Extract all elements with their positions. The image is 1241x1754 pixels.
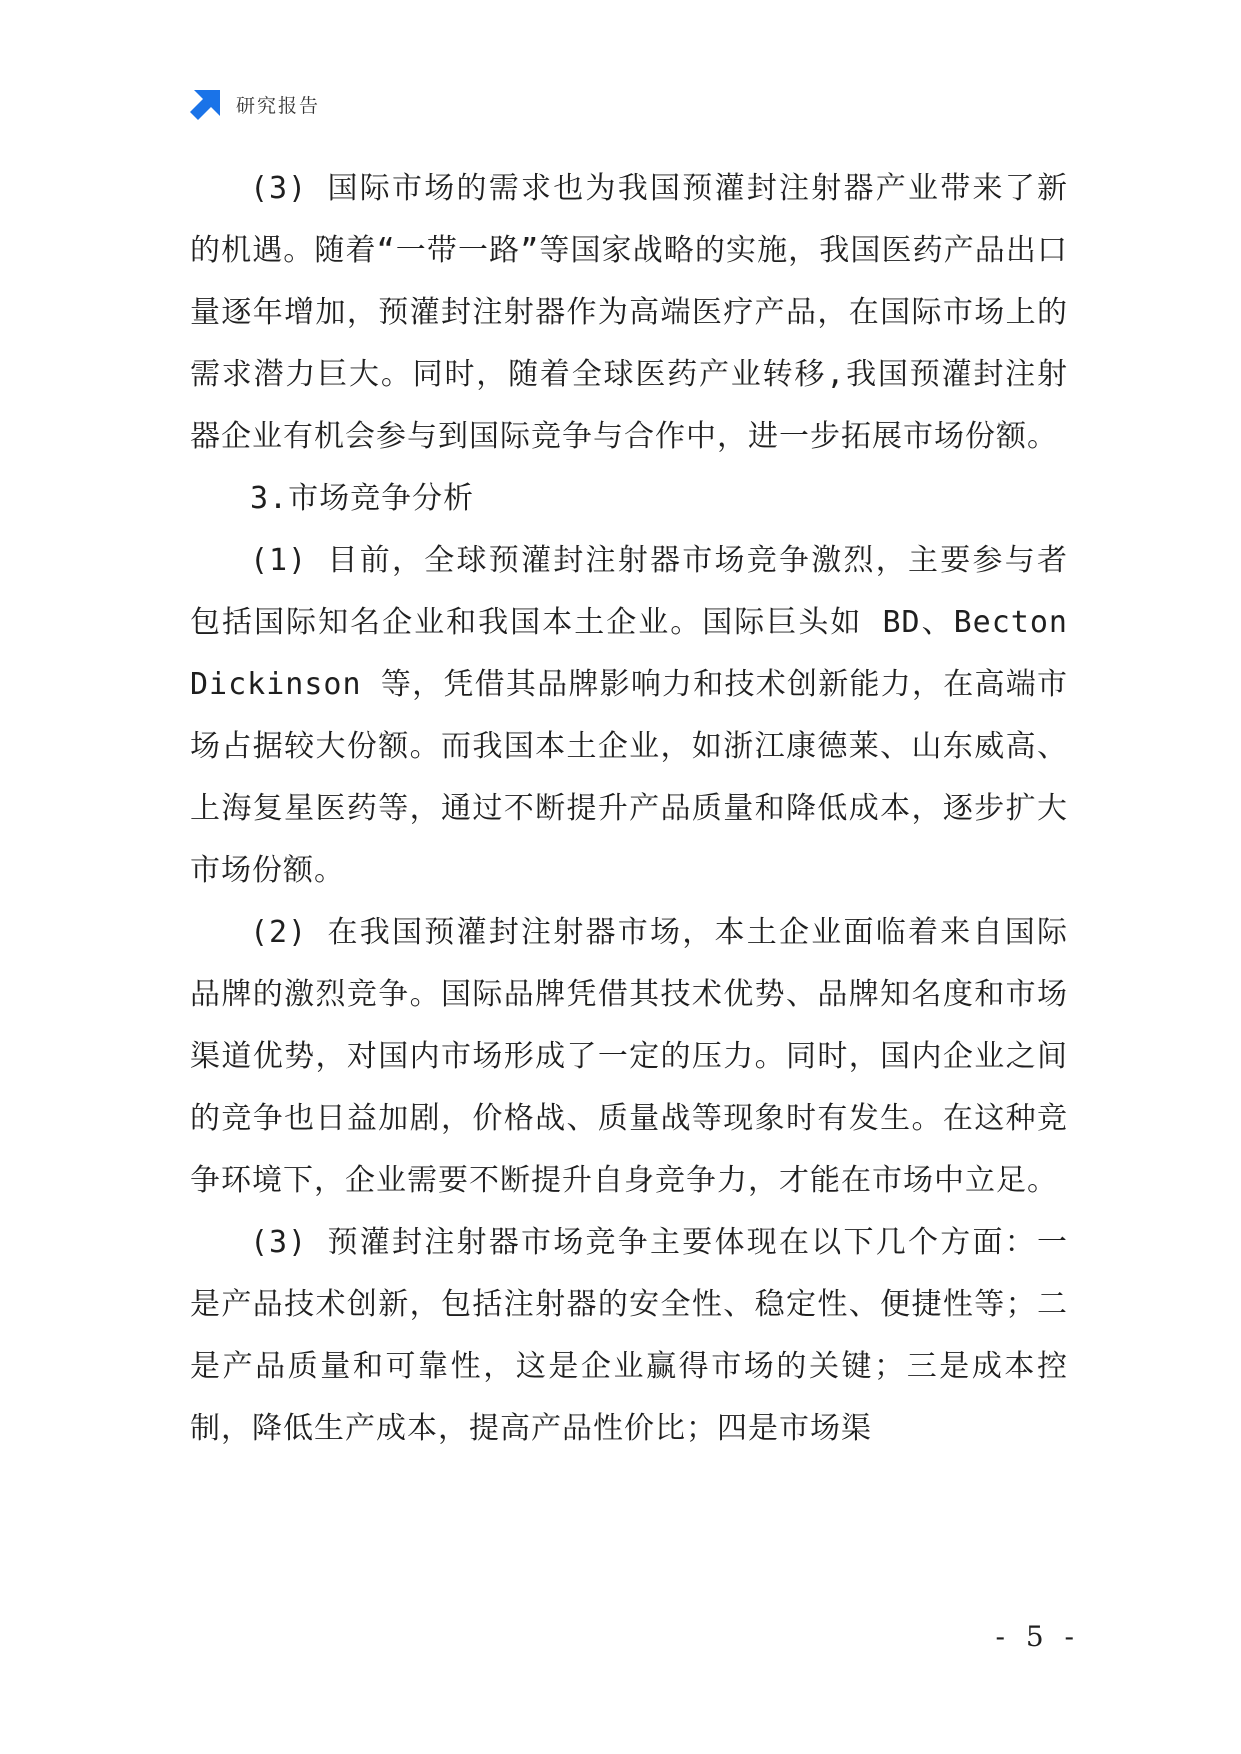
page-number: - 5 - <box>995 1620 1080 1653</box>
header-title: 研究报告 <box>236 94 321 117</box>
paragraph-global-competition: (1) 目前，全球预灌封注射器市场竞争激烈，主要参与者包括国际知名企业和我国本土企业。国际巨头如 BD、Becton Dickinson 等，凭借其品牌影响力和技术创新能力，在高端市场占据较大份额。而我国本土企业，如浙江康德莱、山东威高、上海复星医药等，通过不断提升产品质量和降低成本，逐步扩大市场份额。 <box>190 543 1068 888</box>
arrow-logo-icon <box>190 88 222 120</box>
paragraph-competition-aspects: (3) 预灌封注射器市场竞争主要体现在以下几个方面：一是产品技术创新，包括注射器的安全性、稳定性、便捷性等；二是产品质量和可靠性，这是企业赢得市场的关键；三是成本控制，降低生产成本，提高产品性价比；四是市场渠 <box>190 1225 1068 1446</box>
section-heading-market-competition: 3.市场竞争分析 <box>250 481 475 516</box>
paragraph-international-demand: (3) 国际市场的需求也为我国预灌封注射器产业带来了新的机遇。随着“一带一路”等国家战略的实施，我国医药产品出口量逐年增加，预灌封注射器作为高端医疗产品，在国际市场上的需求潜力巨大。同时，随着全球医药产业转移,我国预灌封注射器企业有机会参与到国际竞争与合作中，进一步拓展市场份额。 <box>190 171 1068 454</box>
paragraph-domestic-competition: (2) 在我国预灌封注射器市场，本土企业面临着来自国际品牌的激烈竞争。国际品牌凭借其技术优势、品牌知名度和市场渠道优势，对国内市场形成了一定的压力。同时，国内企业之间的竞争也日益加剧，价格战、质量战等现象时有发生。在这种竞争环境下，企业需要不断提升自身竞争力，才能在市场中立足。 <box>190 915 1068 1198</box>
report-header <box>190 88 320 120</box>
document-body <box>190 158 1068 1460</box>
